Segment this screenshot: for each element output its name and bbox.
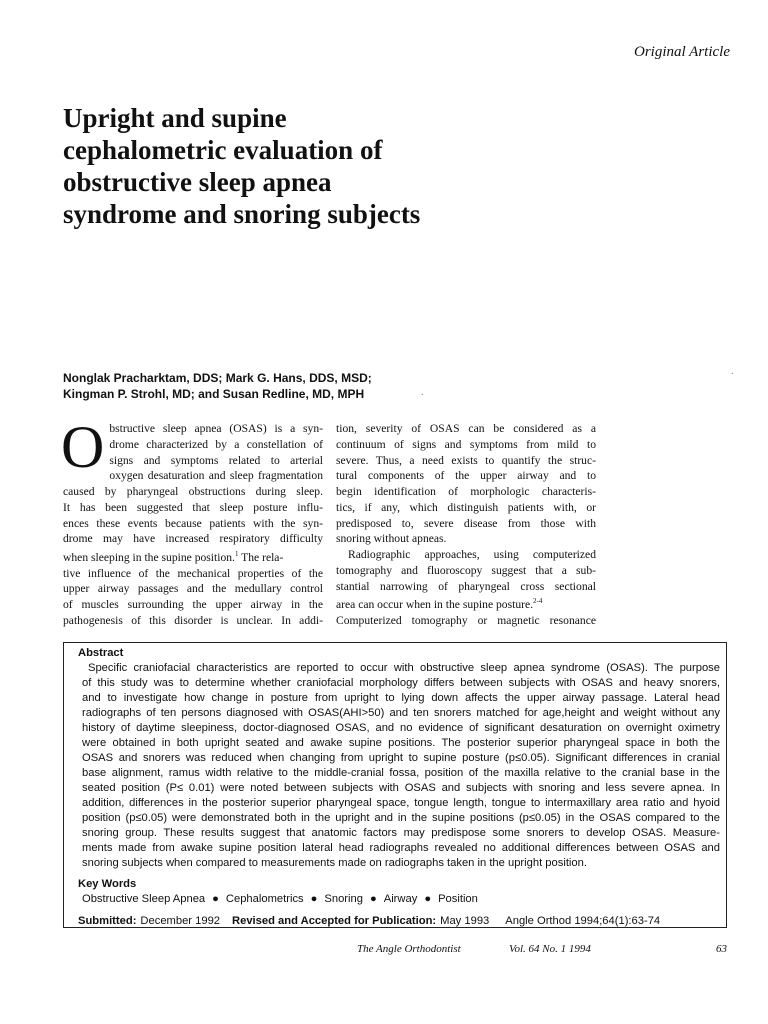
bullet-icon: ● [310, 893, 318, 905]
author-list [63, 370, 723, 402]
keywords-list [82, 892, 720, 907]
keyword: Snoring [324, 893, 363, 905]
abstract-line: of this study was to determine whether craniofacial morphology differs between subjects with OSAS and heavy snorers, [82, 677, 720, 689]
body-line: caused by pharyngeal obstructions during sleep. [63, 485, 323, 498]
title-line: cephalometric evaluation of [63, 135, 383, 165]
stray-mark: . [731, 366, 734, 377]
body-line: severe. Thus, a need exists to quantify the struc- [336, 453, 596, 467]
keywords-heading: Key Words [78, 878, 137, 890]
body-line: drome may have increased respiratory difficulty [63, 532, 323, 546]
submitted-date: December 1992 [140, 915, 221, 927]
abstract-line: OSAS and snorers was reduced when changing from upright to supine posture (p≤0.05). Significant differences in cranial [82, 752, 720, 764]
keyword: Cephalometrics [225, 893, 304, 905]
page-number: 63 [716, 943, 727, 955]
submission-info [78, 914, 720, 929]
bullet-icon: ● [369, 893, 377, 905]
body-line: predisposed to, severe disease from those with [336, 516, 596, 530]
abstract-box [63, 642, 727, 928]
body-line: snoring without apneas. [336, 532, 447, 546]
author-line: Kingman P. Strohl, MD; and Susan Redline, MD, MPH [63, 387, 365, 401]
body-line: continuum of signs and symptoms from mild to [336, 437, 596, 451]
abstract-line: history of daytime sleepiness, doctor-diagnosed OSAS, and no evidence of significant desaturation on overnight oximetry [82, 722, 720, 734]
abstract-line: snoring group. These results suggest that anatomic factors may predispose some snorers to develop OSAS. Measure- [82, 827, 720, 839]
body-line: oxygen desaturation and sleep fragmentation [109, 469, 323, 483]
keyword: Obstructive Sleep Apnea [82, 893, 206, 905]
body-column-left [61, 414, 323, 629]
keyword: Airway [383, 893, 418, 905]
article-title [63, 102, 523, 230]
bullet-icon: ● [424, 893, 432, 905]
body-line: ences these events because patients with the syn- [63, 516, 323, 530]
abstract-line: position (p≤0.05) were demonstrated both in the upright and in the supine positions (p≤0.05) in the OSAS compared to the [82, 812, 720, 824]
body-text: The rela- [238, 550, 284, 564]
body-line [63, 547, 323, 566]
body-line: Computerized tomography or magnetic resonance [336, 613, 596, 627]
abstract-line: and to investigate how change in posture from upright to lying down affects the upper airway passage. Lateral head [82, 692, 720, 704]
title-line: Upright and supine [63, 103, 287, 133]
body-line: tive influence of the mechanical properties of the [63, 566, 323, 580]
abstract-line: addition, differences in the posterior superior pharyngeal space, tongue length, tongue to intermaxillary area ratio and hyoid [82, 797, 720, 809]
body-line: Radiographic approaches, using computerized [348, 548, 596, 561]
stray-mark: . [421, 387, 424, 398]
revised-label: Revised and Accepted for Publication: [232, 915, 437, 927]
body-line: pathogenesis of this disorder is unclear. In addi- [63, 613, 323, 627]
body-line: tural components of the upper airway and to [336, 469, 596, 483]
abstract-line: seated position (P≤ 0.01) were noted between subjects with OSAS and subjects with snoring and less severe apnea. In [82, 782, 720, 794]
abstract-line: ments made from awake supine position lateral head radiographs revealed no additional differences between OSAS and [82, 842, 720, 854]
body-text: when sleeping in the supine position. [63, 550, 235, 564]
footer-volume: Vol. 64 No. 1 1994 [509, 943, 591, 955]
journal-citation: Angle Orthod 1994;64(1):63-74 [505, 915, 661, 927]
body-column-right [336, 421, 596, 629]
body-line: tion, severity of OSAS can be considered as a [336, 422, 596, 435]
title-line: syndrome and snoring subjects [63, 199, 421, 229]
body-line: tics, if any, which distinguish patients with, or [336, 500, 596, 514]
body-line: begin identification of morphologic characteris- [336, 485, 596, 498]
abstract-line: radiographs of ten persons diagnosed with OSAS(AHI>50) and ten snorers matched for age,height and weight without any [82, 707, 720, 719]
citation-ref: 1 [234, 550, 239, 558]
body-line: drome characterized by a constellation of [109, 437, 323, 451]
abstract-line: Specific craniofacial characteristics are reported to occur with obstructive sleep apnea syndrome (OSAS). The purpose [88, 662, 720, 674]
abstract-line: base alignment, ramus width relative to the middle-cranial fossa, position of the maxilla relative to the cranial base in the [82, 767, 720, 779]
author-line: Nonglak Pracharktam, DDS; Mark G. Hans, DDS, MSD; [63, 371, 372, 385]
abstract-line: snoring subjects when compared to measurements made on radiographs taken in the upright position. [82, 857, 587, 869]
revised-date: May 1993 [440, 915, 490, 927]
body-text: area can occur when in the supine posture. [336, 598, 534, 612]
keyword: Position [438, 893, 478, 905]
article-type-label: Original Article [634, 44, 730, 60]
body-line: upper airway passages and the medullary control [63, 582, 323, 596]
footer-journal: The Angle Orthodontist [357, 943, 461, 955]
body-line: It has been suggested that sleep posture influ- [63, 500, 323, 514]
body-line: of muscles surrounding the upper airway in the [63, 598, 323, 612]
abstract-heading: Abstract [78, 647, 124, 659]
body-line: signs and symptoms related to arterial [109, 453, 323, 467]
abstract-line: were obtained in both upright seated and awake supine positions. The posterior superior pharyngeal space in both the [82, 737, 720, 749]
body-line: bstructive sleep apnea (OSAS) is a syn- [109, 422, 323, 435]
body-line: tomography and fluoroscopy suggest that a sub- [336, 563, 596, 577]
citation-ref: 2-4 [533, 597, 543, 606]
title-line: obstructive sleep apnea [63, 167, 332, 197]
body-line [336, 594, 596, 613]
drop-cap: O [61, 414, 105, 480]
bullet-icon: ● [212, 893, 219, 905]
submitted-label: Submitted: [78, 915, 137, 927]
body-line: stantial narrowing of pharyngeal cross sectional [336, 579, 596, 593]
